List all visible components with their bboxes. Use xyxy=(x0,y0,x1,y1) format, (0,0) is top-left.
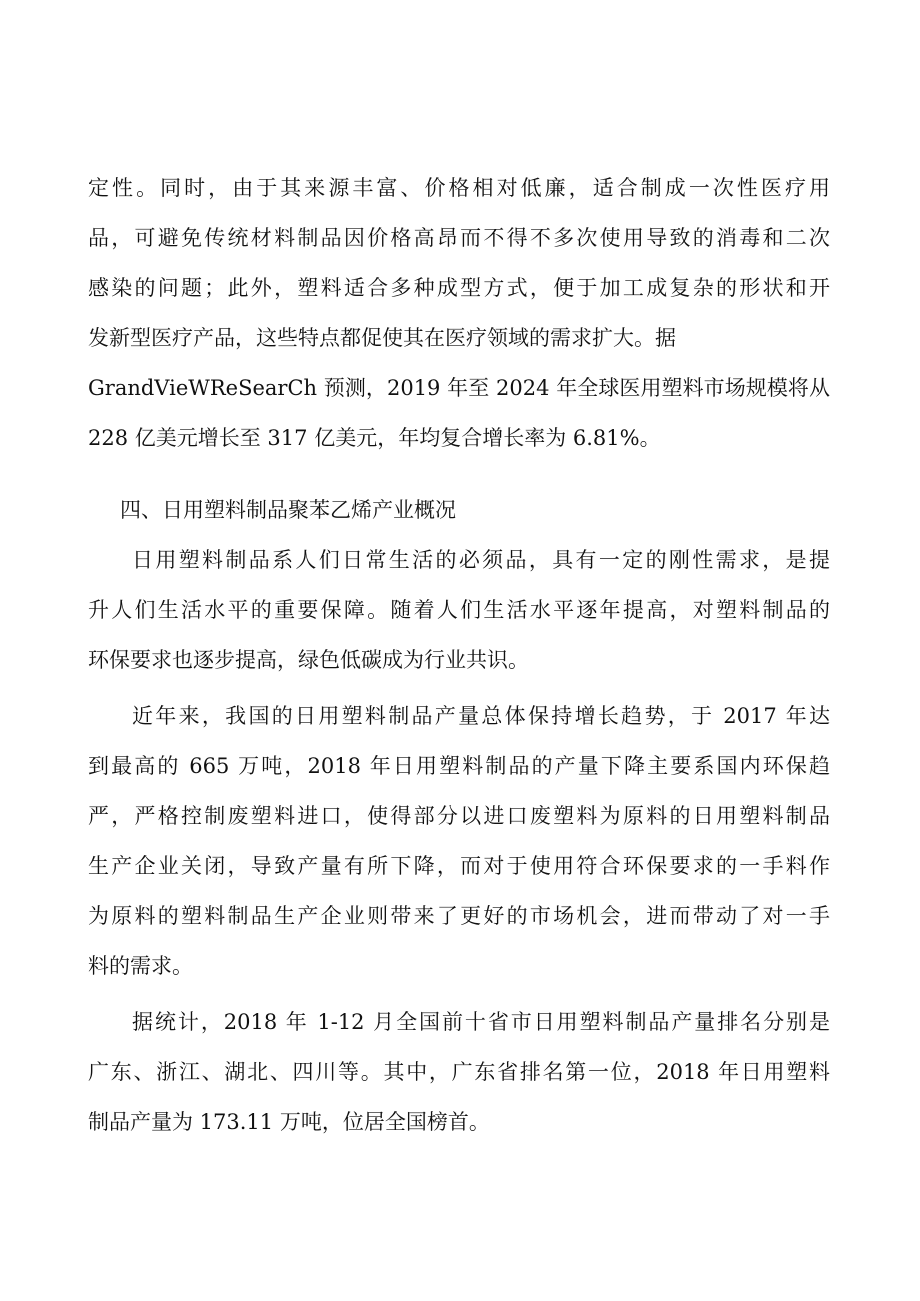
section-heading: 四、日用塑料制品聚苯乙烯产业概况 xyxy=(120,498,456,522)
text-line: 制品产量为 173.11 万吨，位居全国榜首。 xyxy=(88,1110,490,1134)
text-line: 近年来，我国的日用塑料制品产量总体保持增长趋势，于 2017 年达 xyxy=(132,704,830,728)
paragraph-production-trend xyxy=(88,691,830,991)
paragraph-province-ranking xyxy=(88,997,830,1147)
text-line: 广东、浙江、湖北、四川等。其中，广东省排名第一位，2018 年日用塑料 xyxy=(88,1060,830,1084)
text-line: 感染的问题；此外，塑料适合多种成型方式，便于加工成复杂的形状和开 xyxy=(88,276,830,300)
document-body xyxy=(88,163,830,1147)
text-line: 定性。同时，由于其来源丰富、价格相对低廉，适合制成一次性医疗用 xyxy=(88,176,830,200)
text-line: 生产企业关闭，导致产量有所下降，而对于使用符合环保要求的一手料作 xyxy=(88,854,830,878)
text-line: 据统计，2018 年 1-12 月全国前十省市日用塑料制品产量排名分别是 xyxy=(132,1010,830,1034)
text-line: GrandVieWReSearCh 预测，2019 年至 2024 年全球医用塑料市场规模将从 xyxy=(88,376,830,400)
text-line: 发新型医疗产品，这些特点都促使其在医疗领域的需求扩大。据 xyxy=(88,326,676,350)
text-line: 到最高的 665 万吨，2018 年日用塑料制品的产量下降主要系国内环保趋 xyxy=(88,754,830,778)
text-line: 升人们生活水平的重要保障。随着人们生活水平逐年提高，对塑料制品的 xyxy=(88,598,830,622)
text-line: 料的需求。 xyxy=(88,954,193,978)
spacer xyxy=(88,463,830,485)
paragraph-medical-plastics xyxy=(88,163,830,463)
text-line: 为原料的塑料制品生产企业则带来了更好的市场机会，进而带动了对一手 xyxy=(88,904,830,928)
paragraph-daily-necessity xyxy=(88,535,830,685)
text-line: 严，严格控制废塑料进口，使得部分以进口废塑料为原料的日用塑料制品 xyxy=(88,804,830,828)
text-line: 日用塑料制品系人们日常生活的必须品，具有一定的刚性需求，是提 xyxy=(132,548,830,572)
text-line: 环保要求也逐步提高，绿色低碳成为行业共识。 xyxy=(88,648,529,672)
text-line: 228 亿美元增长至 317 亿美元，年均复合增长率为 6.81%。 xyxy=(88,426,661,450)
text-line: 品，可避免传统材料制品因价格高昂而不得不多次使用导致的消毒和二次 xyxy=(88,226,830,250)
